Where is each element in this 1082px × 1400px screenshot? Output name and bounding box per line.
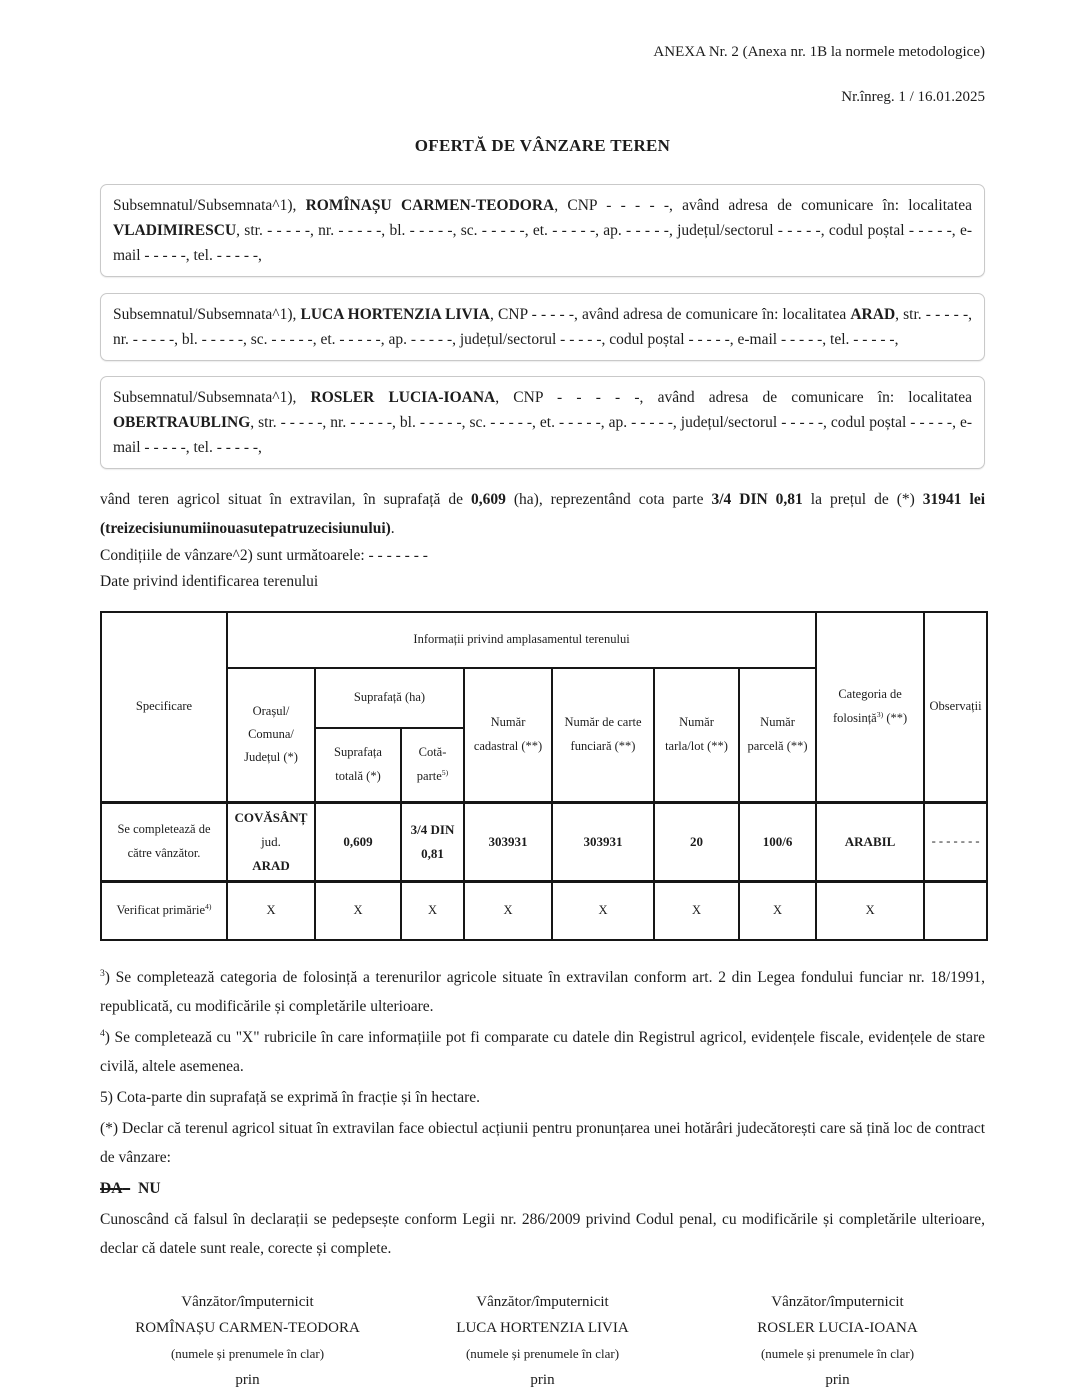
sig-2-note: (numele și prenumele în clar) <box>465 1345 620 1361</box>
offer-area: 0,609 <box>471 490 506 508</box>
signature-block-2 <box>395 1289 690 1393</box>
offer-price-words: (treizecisiunumiinouasutepatruzecisiunului) <box>100 519 391 537</box>
cell-categoria: ARABIL <box>816 802 924 881</box>
header-nr-cadastral: Număr cadastral (**) <box>464 668 552 803</box>
signature-block-1 <box>100 1289 395 1393</box>
verificat-x-cadastral: X <box>464 881 552 940</box>
header-suprafata-totala: Suprafața totală (*) <box>315 728 401 803</box>
cell-nr-parcela: 100/6 <box>739 802 816 881</box>
seller-box-1 <box>100 184 985 277</box>
header-suprafata-group: Suprafață (ha) <box>315 668 464 728</box>
document-title: OFERTĂ DE VÂNZARE TEREN <box>414 136 671 155</box>
header-specificare: Specificare <box>101 612 227 803</box>
signatures-section <box>100 1289 985 1393</box>
final-declaration: Cunoscând că falsul în declarații se pedepsește conform Legii nr. 286/2009 privind Codul penal, cu modificările și completările ulterioare, declar că datele sunt reale, corecte și complete. <box>100 1210 985 1257</box>
sig-2-prin: prin <box>530 1371 555 1388</box>
da-option-struck: DA <box>100 1179 123 1197</box>
sig-3-role: Vânzător/împuternicit <box>771 1293 904 1310</box>
offer-text-2: (ha), reprezentând cota parte <box>505 490 712 508</box>
header-categoria-after: (**) <box>883 710 908 725</box>
sig-3-note: (numele și prenumele în clar) <box>760 1345 915 1361</box>
seller-box-2 <box>100 293 985 361</box>
header-cota-parte-sup: 5) <box>441 767 449 777</box>
cell-nr-tarla: 20 <box>654 802 739 881</box>
header-categoria-sup: 3) <box>876 709 884 719</box>
sig-1-role: Vânzător/împuternicit <box>181 1293 314 1310</box>
cell-nr-carte: 303931 <box>552 802 654 881</box>
sig-1-name: ROMÎNAȘU CARMEN-TEODORA <box>135 1319 360 1336</box>
verificat-x-parcela: X <box>739 881 816 940</box>
verificat-label-text: Verificat primărie <box>116 903 206 918</box>
cell-oras-judet: ARAD <box>252 857 290 873</box>
signature-block-3 <box>690 1289 985 1393</box>
seller-2-after-name: , CNP - - - - -, având adresa de comunicare în: localitatea <box>489 305 851 323</box>
offer-section <box>100 485 985 595</box>
seller-2-intro: Subsemnatul/Subsemnata^1), <box>113 305 301 323</box>
cell-observatii: - - - - - - - <box>924 802 987 881</box>
verificat-x-oras: X <box>227 881 315 940</box>
seller-2-details: , str. - - - - -, nr. - - - - -, bl. - - - - -, sc. - - - - -, et. - - - - -, ap. - - - - -, județul/sectorul - - - - -, codul poștal - - - - -, e-mail - - - - -, tel. - - - - -, <box>113 305 973 348</box>
verificat-x-carte: X <box>552 881 654 940</box>
sig-3-prin: prin <box>825 1371 850 1388</box>
verificat-label-sup: 4) <box>205 901 212 911</box>
star-declaration: (*) Declar că terenul agricol situat în extravilan face obiectul acțiunii pentru pronunțarea unei hotărâri judecătorești care să țină loc de contract de vânzare: <box>100 1119 985 1166</box>
cell-cota-parte: 3/4 DIN 0,81 <box>401 802 464 881</box>
verificat-x-suprafata: X <box>315 881 401 940</box>
nu-option: NU <box>138 1179 161 1197</box>
verificat-x-categoria: X <box>816 881 924 940</box>
header-cota-parte <box>401 728 464 803</box>
header-categoria-text: Categoria de folosință <box>832 687 902 725</box>
verificat-x-cota: X <box>401 881 464 940</box>
verificat-observatii-empty <box>924 881 987 940</box>
seller-box-3 <box>100 376 985 469</box>
header-nr-parcela: Număr parcelă (**) <box>739 668 816 803</box>
header-nr-tarla: Număr tarla/lot (**) <box>654 668 739 803</box>
seller-3-name: ROSLER LUCIA-IOANA <box>310 389 496 406</box>
seller-3-locality: OBERTRAUBLING <box>113 414 251 431</box>
annex-note: ANEXA Nr. 2 (Anexa nr. 1B la normele metodologice) <box>653 44 985 60</box>
footnotes-section <box>100 963 985 1263</box>
sig-1-prin: prin <box>235 1371 260 1388</box>
offer-text-3: la prețul de (*) <box>802 490 923 508</box>
sig-2-name: LUCA HORTENZIA LIVIA <box>456 1319 629 1336</box>
seller-1-details: , str. - - - - -, nr. - - - - -, bl. - - - - -, sc. - - - - -, et. - - - - -, ap. - - - - -, județul/sectorul - - - - -, codul poștal - - - - -, e-mail - - - - -, tel. - - - - -, <box>113 222 972 264</box>
sig-2-role: Vânzător/împuternicit <box>476 1293 609 1310</box>
da-nu-line <box>100 1174 985 1203</box>
seller-2-locality: ARAD <box>850 305 896 323</box>
sig-3-name: ROSLER LUCIA-IOANA <box>757 1319 918 1336</box>
seller-1-after-name: , CNP - - - - -, având adresa de comunicare în: localitatea <box>554 197 972 214</box>
cell-oras-name: COVĂSÂNȚ <box>234 809 308 825</box>
offer-text-5: . <box>390 519 395 537</box>
sig-1-note: (numele și prenumele în clar) <box>170 1345 325 1361</box>
seller-1-name: ROMÎNAȘU CARMEN-TEODORA <box>305 197 555 214</box>
land-identification-table <box>100 611 988 941</box>
cell-oras-jud: jud. <box>261 833 281 849</box>
verificat-x-tarla: X <box>654 881 739 940</box>
footnote-4-text: ) Se completează cu "X" rubricile în care informațiile pot fi comparate cu datele din Registrul agricol, evidențele fiscale, evidențele de stare civilă, altele asemenea. <box>100 1028 985 1075</box>
footnote-3 <box>100 963 985 1021</box>
header-cota-parte-text: Cotă-parte <box>416 745 447 783</box>
cell-oras <box>227 802 315 881</box>
sale-conditions-line: Condițiile de vânzare^2) sunt următoarele: - - - - - - - <box>100 546 428 564</box>
header-categoria <box>816 612 924 803</box>
cell-suprafata: 0,609 <box>315 802 401 881</box>
registration-number: Nr.înreg. 1 / 16.01.2025 <box>841 89 985 105</box>
offer-paragraph <box>100 485 985 543</box>
footnote-4-sup: 4 <box>100 1027 105 1039</box>
verificat-row-label <box>101 881 227 940</box>
seller-row-label: Se completează de către vânzător. <box>101 802 227 881</box>
footnote-5: 5) Cota-parte din suprafață se exprimă în fracție și în hectare. <box>100 1088 481 1106</box>
offer-price: 31941 lei <box>922 490 986 508</box>
seller-1-locality: VLADIMIRESCU <box>113 222 237 239</box>
header-info-group: Informații privind amplasamentul terenului <box>227 612 816 668</box>
seller-2-name: LUCA HORTENZIA LIVIA <box>300 305 490 323</box>
seller-3-after-name: , CNP - - - - -, având adresa de comunicare în: localitatea <box>495 389 972 406</box>
offer-text-1: vând teren agricol situat în extravilan, în suprafață de <box>100 490 471 508</box>
footnote-4 <box>100 1023 985 1081</box>
footnote-3-text: ) Se completează categoria de folosință a terenurilor agricole situate în extravilan conform art. 2 din Legea fondului funciar nr. 18/1991, republicată, cu modificările și completările ulterioare. <box>100 968 985 1015</box>
seller-1-intro: Subsemnatul/Subsemnata^1), <box>113 197 306 214</box>
land-data-heading: Date privind identificarea terenului <box>100 572 319 590</box>
seller-3-intro: Subsemnatul/Subsemnata^1), <box>113 389 311 406</box>
header-observatii: Observații <box>924 612 987 803</box>
header-oras: Orașul/ Comuna/ Județul (*) <box>227 668 315 803</box>
seller-3-details: , str. - - - - -, nr. - - - - -, bl. - - - - -, sc. - - - - -, et. - - - - -, ap. - - - - -, județul/sectorul - - - - -, codul poștal - - - - -, e-mail - - - - -, tel. - - - - -, <box>113 414 972 456</box>
footnote-3-sup: 3 <box>100 967 105 979</box>
cell-nr-cadastral: 303931 <box>464 802 552 881</box>
offer-share: 3/4 DIN 0,81 <box>711 490 803 508</box>
header-nr-carte: Număr de carte funciară (**) <box>552 668 654 803</box>
